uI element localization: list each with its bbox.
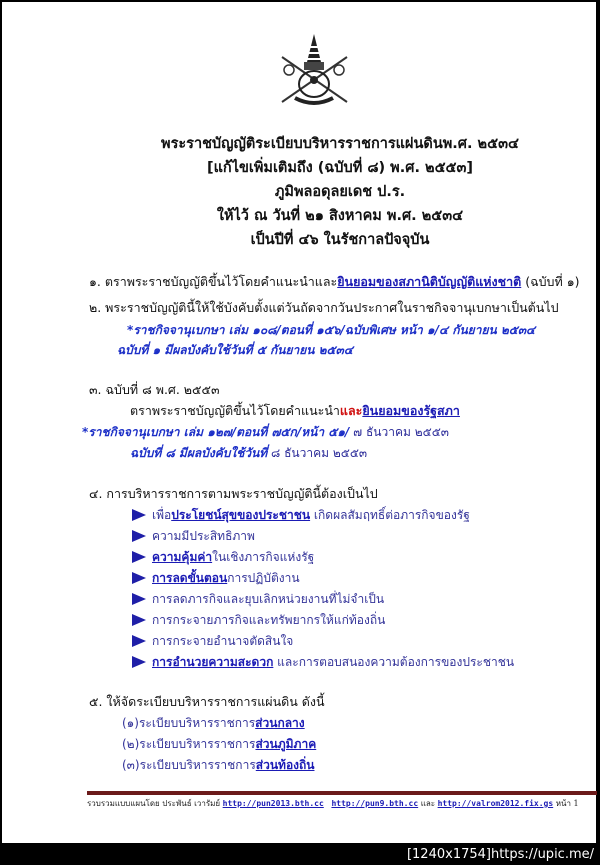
arrow-bullet-icon bbox=[132, 530, 146, 542]
royal-seal-emblem-icon bbox=[277, 32, 352, 107]
section-1: ๑. ตราพระราชบัญญัติขึ้นไว้โดยคำแนะนำและยินยอมของสภานิติบัญญัติแห่งชาติ (ฉบับที่ ๑) bbox=[89, 274, 580, 289]
link-facilitation[interactable]: การอำนวยความสะดวก bbox=[152, 655, 274, 669]
link-value-for-money[interactable]: ความคุ้มค่า bbox=[152, 550, 213, 564]
section-4-heading: ๔. การบริหารราชการตามพระราชบัญญัตินี้ต้องเป็นไป bbox=[89, 486, 378, 501]
list-item: ความมีประสิทธิภาพ bbox=[132, 526, 255, 546]
list-item: (๓)ระเบียบบริหารราชการส่วนท้องถิ่น bbox=[122, 758, 315, 772]
link-regional-administration[interactable]: ส่วนภูมิภาค bbox=[255, 737, 317, 751]
link-central-administration[interactable]: ส่วนกลาง bbox=[255, 716, 305, 730]
section-3-gazette-ref: *ราชกิจจานุเบกษา เล่ม ๑๒๗/ตอนที่ ๗๕ก/หน้า ๕๑/ ๗ ธันวาคม ๒๕๕๓ bbox=[82, 425, 450, 439]
reign-year: เป็นปีที่ ๔๖ ในรัชกาลปัจจุบัน bbox=[250, 232, 430, 248]
footer: รวบรวมแบบแผนโดย ประพันธ์ เวารัมย์ http://pun2013.bth.cc http://pun9.bth.cc และ http://valrom2012.fix.gs หน้า 1 bbox=[87, 799, 579, 808]
arrow-bullet-icon bbox=[132, 572, 146, 584]
footer-divider bbox=[87, 791, 597, 795]
link-reduce-procedures[interactable]: การลดขั้นตอน bbox=[152, 571, 228, 585]
list-item: การกระจายอำนาจตัดสินใจ bbox=[132, 631, 293, 651]
arrow-bullet-icon bbox=[132, 614, 146, 626]
arrow-bullet-icon bbox=[132, 509, 146, 521]
list-item: การกระจายภารกิจและทรัพยากรให้แก่ท้องถิ่น bbox=[132, 610, 385, 630]
list-item: การลดภารกิจและยุบเลิกหน่วยงานที่ไม่จำเป็น bbox=[132, 589, 384, 609]
footer-link-valrom2012[interactable]: http://valrom2012.fix.gs bbox=[437, 799, 554, 808]
document-page bbox=[2, 2, 596, 843]
section-2: ๒. พระราชบัญญัตินี้ให้ใช้บังคับตั้งแต่วันถัดจากวันประกาศในราชกิจจานุเบกษาเป็นต้นไป bbox=[89, 300, 559, 315]
section-3-enactment: ตราพระราชบัญญัติขึ้นไว้โดยคำแนะนำและยินยอมของรัฐสภา bbox=[130, 403, 460, 418]
page-number: หน้า 1 bbox=[555, 799, 579, 808]
image-host-watermark: [1240x1754]https://upic.me/ bbox=[406, 847, 594, 862]
given-date: ให้ไว้ ณ วันที่ ๒๑ สิงหาคม พ.ศ. ๒๕๓๔ bbox=[216, 208, 464, 224]
arrow-bullet-icon bbox=[132, 593, 146, 605]
section-3-heading: ๓. ฉบับที่ ๘ พ.ศ. ๒๕๕๓ bbox=[89, 382, 220, 397]
list-item: การลดขั้นตอนการปฏิบัติงาน bbox=[132, 568, 300, 588]
link-national-legislative-assembly[interactable]: ยินยอมของสภานิติบัญญัติแห่งชาติ bbox=[337, 274, 522, 289]
footer-link-pun2013[interactable]: http://pun2013.bth.cc bbox=[222, 799, 324, 808]
section-5-heading: ๕. ให้จัดระเบียบบริหารราชการแผ่นดิน ดังนี้ bbox=[89, 694, 325, 709]
section-2-gazette-ref: *ราชกิจจานุเบกษา เล่ม ๑๐๘/ตอนที่ ๑๕๖/ฉบับพิเศษ หน้า ๑/๔ กันยายน ๒๕๓๔ bbox=[127, 323, 536, 337]
footer-link-pun9[interactable]: http://pun9.bth.cc bbox=[331, 799, 419, 808]
list-item: (๒)ระเบียบบริหารราชการส่วนภูมิภาค bbox=[122, 737, 317, 751]
link-local-administration[interactable]: ส่วนท้องถิ่น bbox=[255, 758, 315, 772]
amendment-note: [แก้ไขเพิ่มเติมถึง (ฉบับที่ ๘) พ.ศ. ๒๕๕๓] bbox=[206, 160, 474, 176]
arrow-bullet-icon bbox=[132, 635, 146, 647]
arrow-bullet-icon bbox=[132, 551, 146, 563]
list-item: (๑)ระเบียบบริหารราชการส่วนกลาง bbox=[122, 716, 305, 730]
link-public-benefit[interactable]: ประโยชน์สุขของประชาชน bbox=[171, 508, 311, 522]
list-item: ความคุ้มค่าในเชิงภารกิจแห่งรัฐ bbox=[132, 547, 314, 567]
list-item: เพื่อประโยชน์สุขของประชาชน เกิดผลสัมฤทธิ์ต่อภารกิจของรัฐ bbox=[132, 505, 470, 525]
act-title: พระราชบัญญัติระเบียบบริหารราชการแผ่นดินพ.ศ. ๒๕๓๔ bbox=[161, 136, 519, 152]
arrow-bullet-icon bbox=[132, 656, 146, 668]
royal-signature: ภูมิพลอดุลยเดช ป.ร. bbox=[274, 184, 406, 200]
title-block bbox=[0, 132, 600, 252]
section-3-effective-date: ฉบับที่ ๘ มีผลบังคับใช้วันที่ ๘ ธันวาคม ๒๕๕๓ bbox=[130, 446, 368, 460]
section-2-effective-date: ฉบับที่ ๑ มีผลบังคับใช้วันที่ ๕ กันยายน ๒๕๓๔ bbox=[117, 343, 353, 357]
list-item: การอำนวยความสะดวก และการตอบสนองความต้องการของประชาชน bbox=[132, 652, 514, 672]
link-parliament-consent[interactable]: ยินยอมของรัฐสภา bbox=[362, 403, 460, 418]
